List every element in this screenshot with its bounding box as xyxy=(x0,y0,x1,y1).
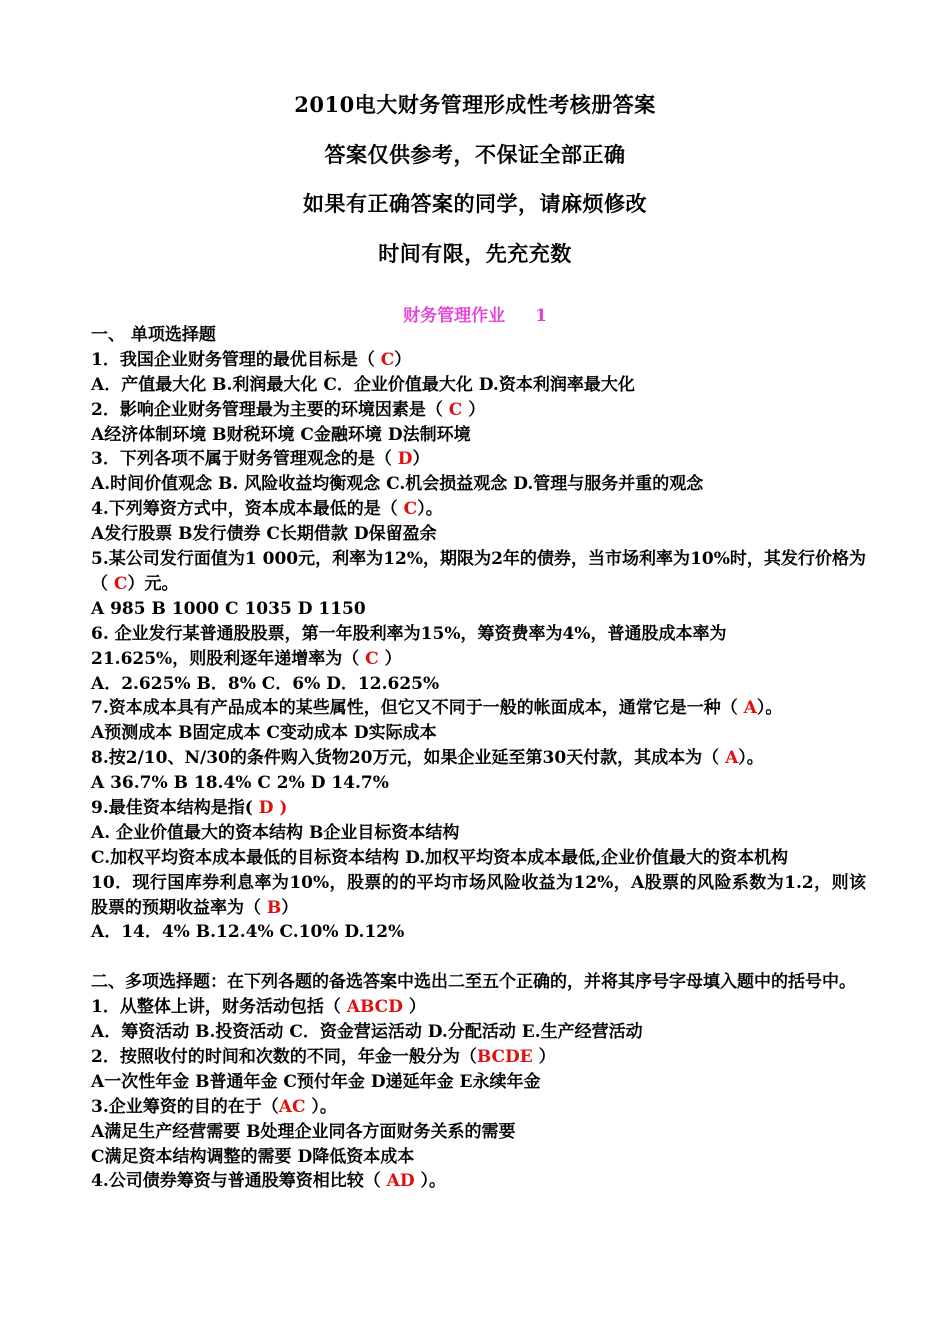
question-1: 1．我国企业财务管理的最优目标是（ C） xyxy=(91,349,412,370)
question-3: 3．下列各项不属于财务管理观念的是（ D） xyxy=(91,449,430,470)
answer: ABCD xyxy=(346,997,403,1018)
question-6: 6. 企业发行某普通股股票，第一年股利率为15%，筹资费率为4%，普通股成本率为 xyxy=(91,623,727,644)
section-number: 1 xyxy=(535,306,547,326)
options-2: A经济体制环境 B财税环境 C金融环境 D法制环境 xyxy=(91,424,471,445)
options-3: A.时间价值观念 B. 风险收益均衡观念 C.机会损益观念 D.管理与服务并重的观念 xyxy=(91,474,704,495)
mc-question-1: 1．从整体上讲，财务活动包括（ ABCD ） xyxy=(91,997,426,1018)
mc-options-2: A一次性年金 B普通年金 C预付年金 D递延年金 E永续年金 xyxy=(91,1071,541,1092)
options-1: A．产值最大化 B.利润最大化 C．企业价值最大化 D.资本利润率最大化 xyxy=(91,374,635,395)
section-title-text: 财务管理作业 xyxy=(403,306,506,326)
mc-question-2: 2．按照收付的时间和次数的不同，年金一般分为（BCDE ） xyxy=(91,1046,556,1067)
options-6: A．2.625% B．8% C．6% D．12.625% xyxy=(91,673,440,694)
question-2: 2．影响企业财务管理最为主要的环境因素是（ C ） xyxy=(91,399,486,420)
options-8: A 36.7% B 18.4% C 2% D 14.7% xyxy=(91,773,389,794)
options-9b: C.加权平均资本成本最低的目标资本结构 D.加权平均资本成本最低,企业价值最大的资本机构 xyxy=(91,847,789,868)
question-4: 4.下列筹资方式中，资本成本最低的是（ C）。 xyxy=(91,499,443,520)
answer: BCDE xyxy=(476,1046,533,1067)
answer: D xyxy=(397,449,413,470)
options-9a: A. 企业价值最大的资本结构 B企业目标资本结构 xyxy=(91,822,460,843)
document-title: 2010电大财务管理形成性考核册答案 xyxy=(294,92,656,117)
request-line: 如果有正确答案的同学，请麻烦修改 xyxy=(303,191,647,216)
answer: AD xyxy=(386,1171,415,1192)
options-7: A预测成本 B固定成本 C变动成本 D实际成本 xyxy=(91,723,437,744)
answer: B xyxy=(266,897,282,918)
options-4: A发行股票 B发行债券 C长期借款 D保留盈余 xyxy=(91,524,437,545)
options-5: A 985 B 1000 C 1035 D 1150 xyxy=(91,598,366,619)
disclaimer-line: 答案仅供参考，不保证全部正确 xyxy=(324,142,626,167)
mc-options-1: A．筹资活动 B.投资活动 C．资金营运活动 D.分配活动 E.生产经营活动 xyxy=(91,1022,643,1043)
question-6-cont: 21.625%，则股利逐年递增率为（ C ） xyxy=(91,648,402,669)
part2-heading: 二、多项选择题：在下列各题的备选答案中选出二至五个正确的，并将其序号字母填入题中的括号中。 xyxy=(91,972,856,993)
answer: C xyxy=(380,349,395,370)
note-line: 时间有限，先充充数 xyxy=(378,241,572,266)
answer: C xyxy=(365,648,379,669)
spacer xyxy=(91,945,866,970)
answer: AC xyxy=(278,1096,306,1117)
answer: A xyxy=(725,748,739,769)
mc-question-3: 3.企业筹资的目的在于（AC ）。 xyxy=(91,1096,337,1117)
question-7: 7.资本成本具有产品成本的某些属性，但它又不同于一般的帐面成本，通常它是一种（ A）。 xyxy=(91,698,783,719)
part1-heading: 一、 单项选择题 xyxy=(91,325,216,345)
question-10: 10．现行国库券利息率为10%，股票的的平均市场风险收益为12%，A股票的风险系数为1.2，则该股票的预期收益率为（ B） xyxy=(91,872,866,918)
options-10: A．14．4% B.12.4% C.10% D.12% xyxy=(91,922,405,943)
answer: A xyxy=(743,698,757,719)
question-8: 8.按2/10、N/30的条件购入货物20万元，如果企业延至第30天付款，其成本为（ A）。 xyxy=(91,748,764,769)
answer: D xyxy=(252,797,280,818)
mc-options-3a: A满足生产经营需要 B处理企业同各方面财务关系的需要 xyxy=(91,1121,516,1142)
mc-question-4: 4.公司债券筹资与普通股筹资相比较（ AD ）。 xyxy=(91,1171,447,1192)
question-9: 9.最佳资本结构是指( D ) xyxy=(91,797,288,818)
mc-options-3b: C满足资本结构调整的需要 D降低资本成本 xyxy=(91,1146,415,1167)
answer: C xyxy=(448,399,463,420)
question-5: 5.某公司发行面值为1 000元，利率为12%，期限为2年的债券，当市场利率为10%时，其发行价格为（ C）元。 xyxy=(91,549,866,594)
answer: C xyxy=(403,499,418,520)
document-body xyxy=(91,323,866,1194)
answer: C xyxy=(113,573,128,594)
